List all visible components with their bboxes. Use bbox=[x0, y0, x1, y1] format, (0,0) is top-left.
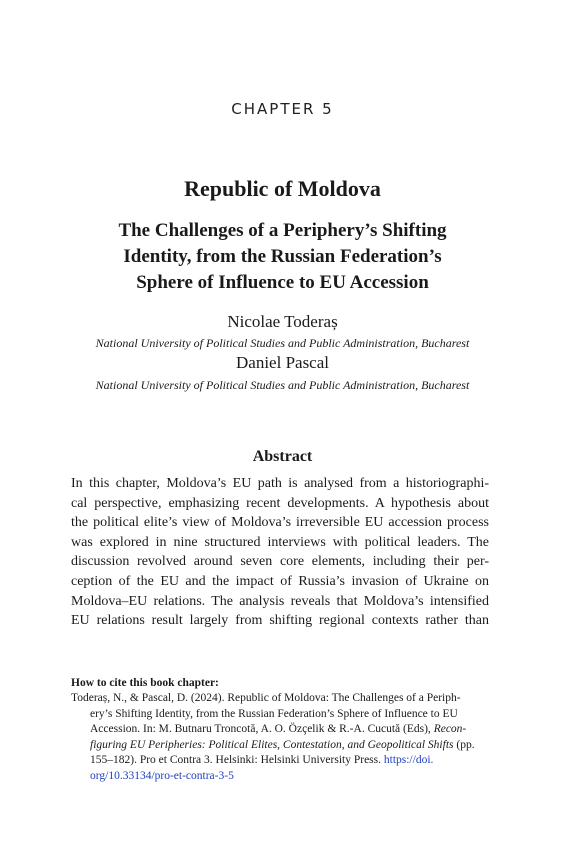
chapter-label: CHAPTER 5 bbox=[231, 100, 334, 118]
citation-text: 155–182). Pro et Contra 3. Helsinki: Helsinki University Press. bbox=[90, 754, 384, 767]
abstract-line: was explored in nine structured interviews with political leaders. The bbox=[71, 534, 489, 550]
citation-line bbox=[71, 738, 489, 754]
citation-line bbox=[71, 769, 489, 785]
author-name: Nicolae Toderaș bbox=[227, 312, 338, 331]
author-affiliation: National University of Political Studies and Public Administration, Bucharest bbox=[95, 378, 470, 392]
doi-link[interactable]: https://doi. bbox=[383, 754, 434, 767]
abstract-heading: Abstract bbox=[252, 448, 313, 465]
author-name: Daniel Pascal bbox=[236, 353, 329, 372]
citation-book-title: Recon- bbox=[433, 723, 467, 736]
abstract-line: EU relations result largely from shifting regional contexts rather than bbox=[71, 613, 489, 629]
subtitle-line: The Challenges of a Periphery’s Shifting bbox=[118, 220, 447, 241]
citation-book-title: figuring EU Peripheries: Political Elites, Contestation, and Geopolitical Shifts bbox=[90, 738, 454, 751]
citation-text: Accession. In: M. Butnaru Troncotă, A. O. Özçelik & R.-A. Cucută (Eds), bbox=[90, 723, 434, 736]
abstract-line: In this chapter, Moldova’s EU path is analysed from a historiographi- bbox=[71, 476, 489, 491]
abstract-line: cal perspective, emphasizing recent developments. A hypothesis about bbox=[71, 495, 489, 511]
chapter-subtitle bbox=[80, 218, 485, 296]
abstract-line: Moldova–EU relations. The analysis reveals that Moldova’s intensified bbox=[71, 593, 489, 609]
abstract-line: ception of the EU and the impact of Russia’s invasion of Ukraine on bbox=[71, 573, 489, 589]
abstract-line: discussion revolved around seven core elements, including their per- bbox=[71, 554, 489, 570]
subtitle-line: Identity, from the Russian Federation’s bbox=[123, 246, 442, 267]
author-affiliation: National University of Political Studies and Public Administration, Bucharest bbox=[95, 336, 470, 350]
subtitle-line: Sphere of Influence to EU Accession bbox=[136, 272, 429, 293]
citation-heading: How to cite this book chapter: bbox=[71, 677, 219, 689]
citation-text: (pp. bbox=[453, 738, 475, 751]
doi-link[interactable]: org/10.33134/pro-et-contra-3-5 bbox=[90, 769, 234, 782]
citation-body bbox=[71, 691, 489, 785]
abstract-line: the political elite’s view of Moldova’s irreversible EU accession process bbox=[71, 515, 489, 531]
citation-line: ery’s Shifting Identity, from the Russian Federation’s Sphere of Influence to EU bbox=[90, 707, 458, 720]
chapter-title: Republic of Moldova bbox=[184, 176, 381, 201]
abstract-body bbox=[71, 474, 489, 631]
citation-line bbox=[71, 753, 489, 769]
citation-line bbox=[71, 722, 489, 738]
citation-line: Toderaș, N., & Pascal, D. (2024). Republic of Moldova: The Challenges of a Periph- bbox=[71, 692, 461, 704]
